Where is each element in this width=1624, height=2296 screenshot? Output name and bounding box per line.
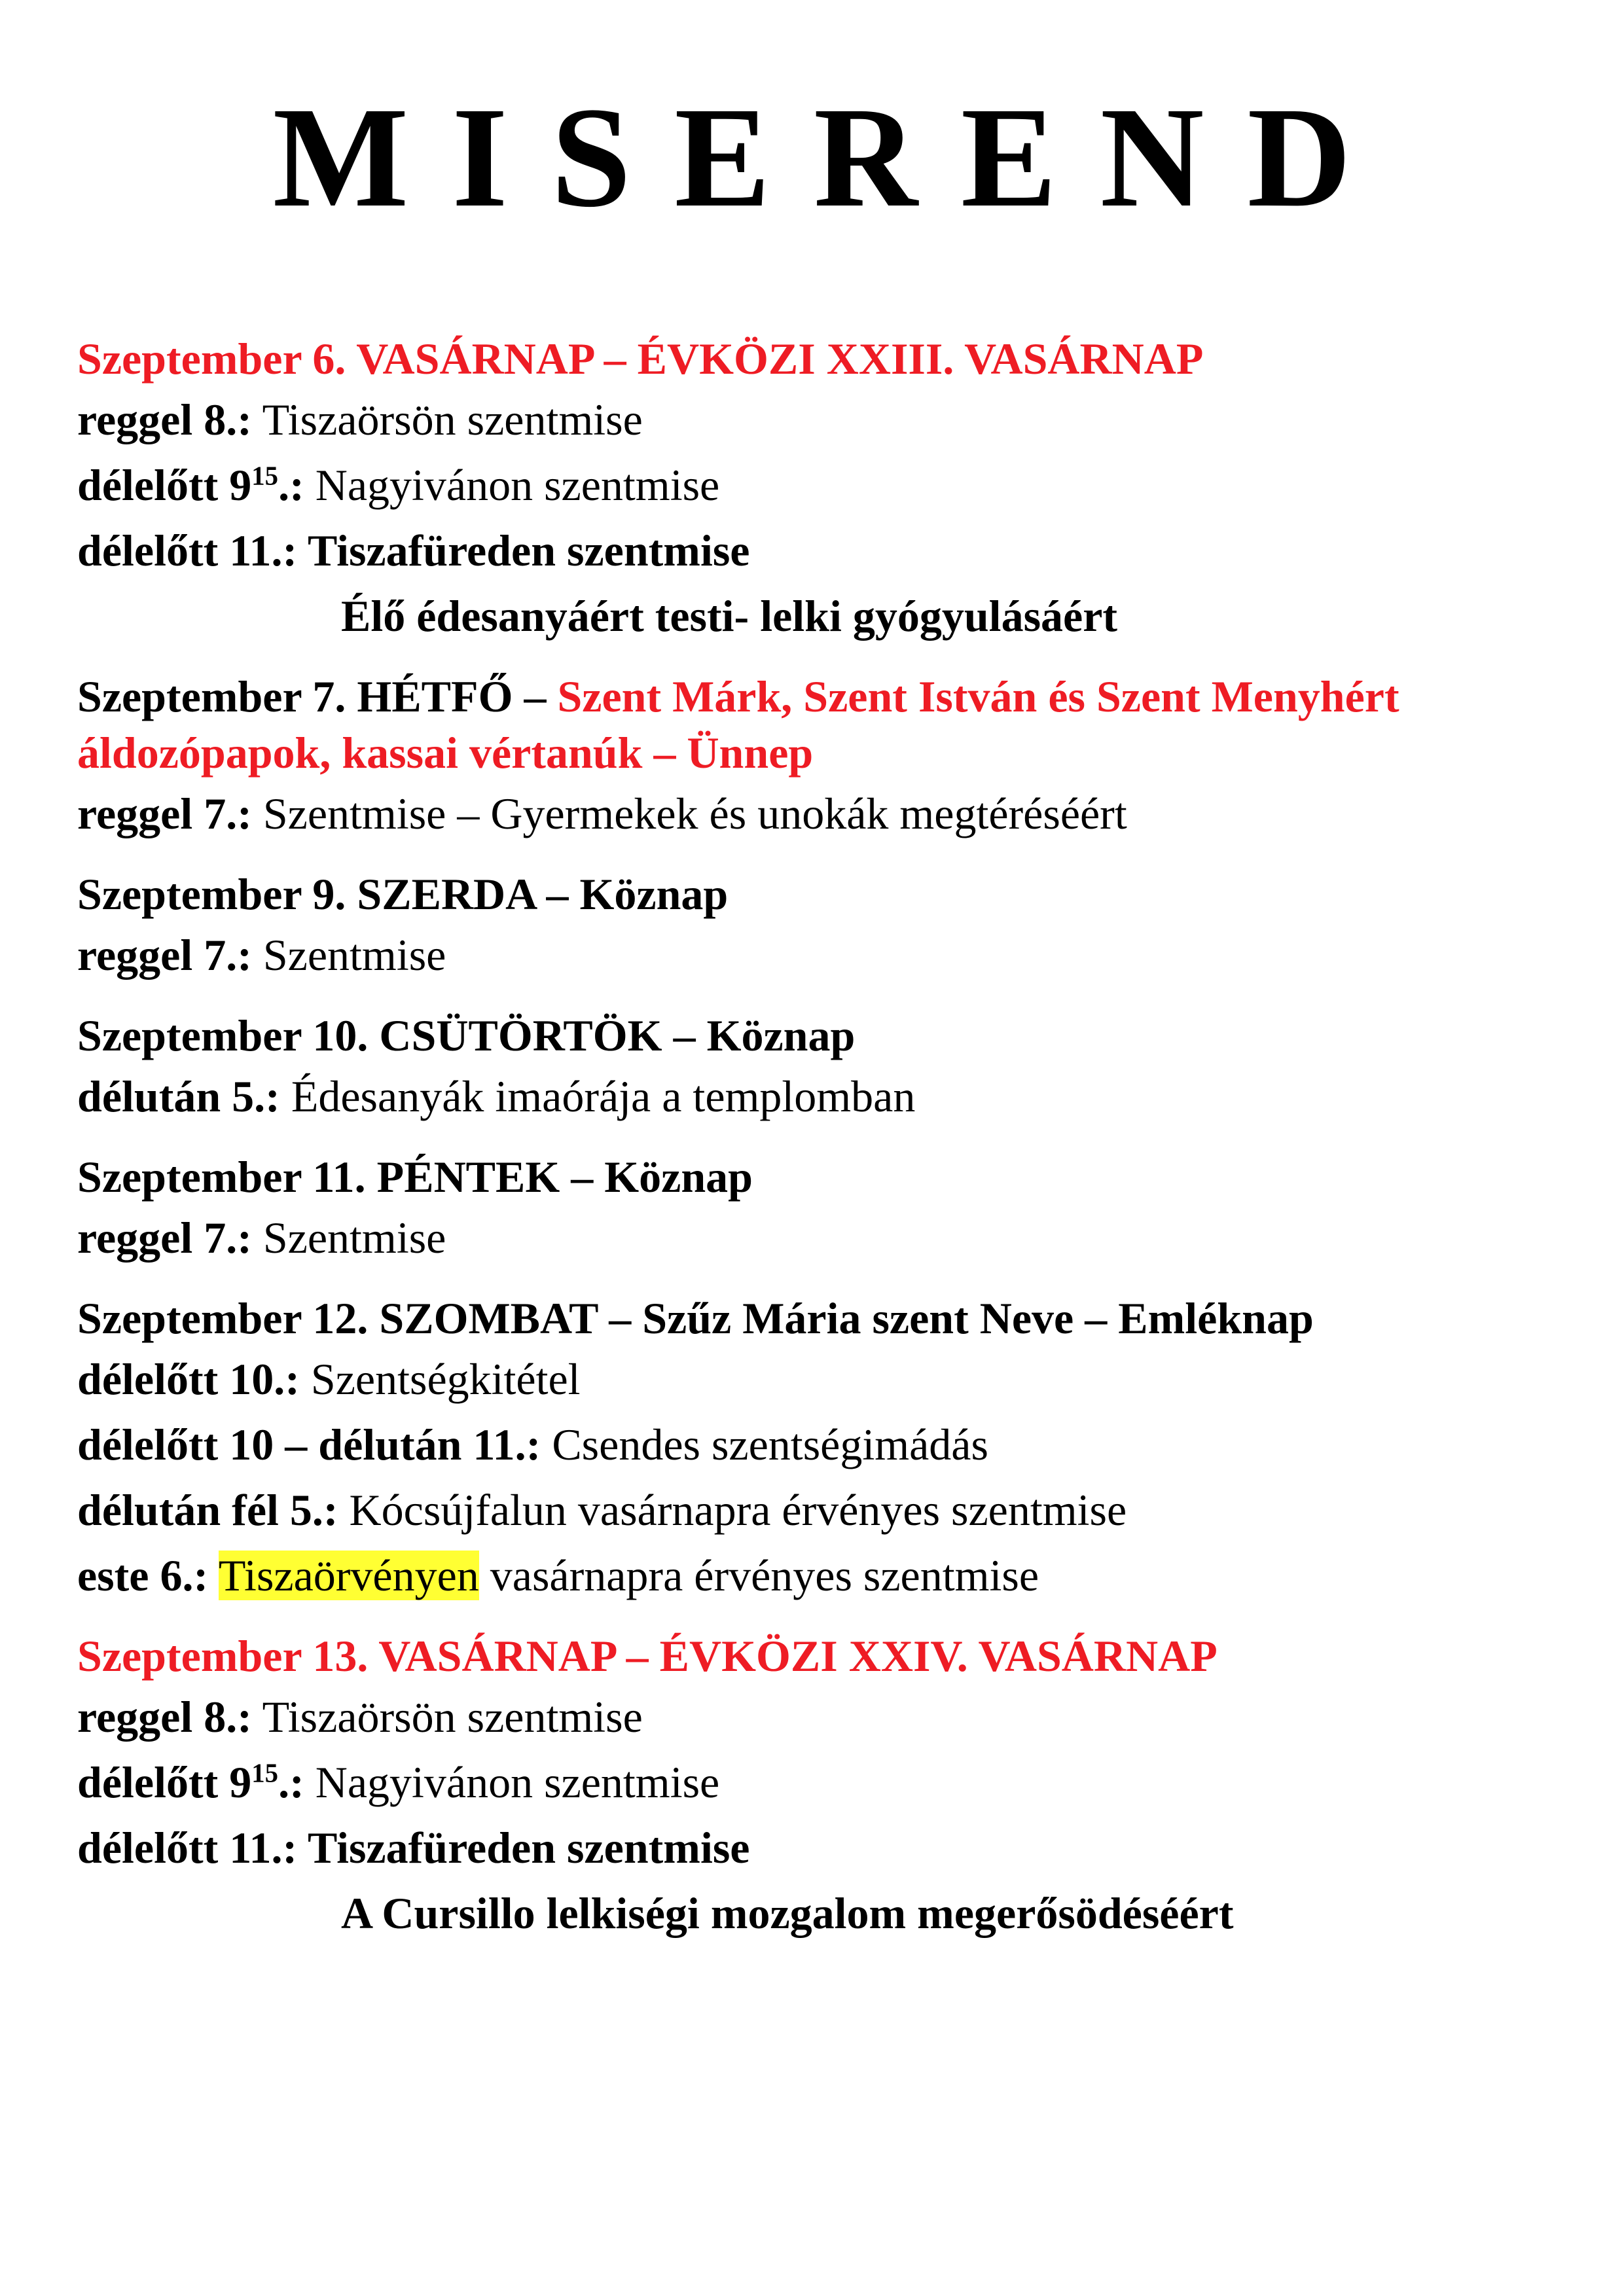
day-heading	[77, 668, 1557, 725]
page-title: MISEREND	[272, 77, 1395, 237]
entry-text: Szentmise	[262, 1213, 446, 1263]
entry-time: délelőtt 10 – délután 11.:	[77, 1420, 541, 1469]
day-section-sep-6	[77, 331, 1557, 649]
entry-time-suffix: .:	[278, 1757, 304, 1807]
day-heading: Szeptember 6. VASÁRNAP – ÉVKÖZI XXIII. VASÁRNAP	[77, 334, 1204, 384]
entry-time-hour: délelőtt 9	[77, 1757, 252, 1807]
schedule-entry	[77, 1412, 1557, 1477]
mass-intention: Élő édesanyáért testi- lelki gyógyulásáért	[341, 591, 1118, 641]
mass-intention: A Cursillo lelkiségi mozgalom megerősödéséért	[341, 1888, 1234, 1938]
mass-schedule	[77, 331, 1557, 1965]
entry-text: Nagyivánon szentmise	[315, 1757, 720, 1807]
entry-time-minutes: 15	[251, 1758, 279, 1788]
entry-text: Tiszafüreden szentmise	[307, 526, 750, 575]
schedule-entry	[77, 1477, 1557, 1543]
entry-text: Édesanyák imaórája a templomban	[291, 1071, 916, 1121]
day-section-sep-9	[77, 866, 1557, 988]
entry-time-suffix: .:	[278, 460, 304, 510]
schedule-entry	[77, 452, 1557, 518]
entry-text: Kócsújfalun vasárnapra érvényes szentmise	[349, 1485, 1127, 1535]
schedule-entry	[77, 1749, 1557, 1815]
day-heading: Szeptember 13. VASÁRNAP – ÉVKÖZI XXIV. VASÁRNAP	[77, 1631, 1218, 1681]
entry-time: délután 5.:	[77, 1071, 280, 1121]
day-heading-day: Szeptember 7. HÉTFŐ –	[77, 672, 558, 721]
day-section-sep-12	[77, 1290, 1557, 1608]
entry-time	[77, 1757, 304, 1807]
day-heading: Szeptember 12. SZOMBAT – Szűz Mária szent Neve – Emléknap	[77, 1293, 1314, 1343]
entry-text: Nagyivánon szentmise	[315, 460, 720, 510]
schedule-entry	[77, 1815, 1557, 1880]
day-heading: Szeptember 9. SZERDA – Köznap	[77, 869, 729, 919]
entry-text: Tiszaörsön szentmise	[262, 395, 643, 444]
entry-time: reggel 8.:	[77, 1692, 252, 1742]
entry-time: reggel 7.:	[77, 789, 252, 838]
entry-text: Szentségkitétel	[310, 1354, 581, 1404]
entry-time: délelőtt 10.:	[77, 1354, 300, 1404]
schedule-entry	[77, 781, 1557, 846]
entry-text: Csendes szentségimádás	[552, 1420, 988, 1469]
schedule-entry	[77, 387, 1557, 452]
schedule-entry	[77, 1064, 1557, 1129]
day-section-sep-13	[77, 1628, 1557, 1946]
entry-text: Tiszaörsön szentmise	[262, 1692, 643, 1742]
day-heading-feast: Szent Márk, Szent István és Szent Menyhért	[557, 672, 1399, 721]
highlighted-location: Tiszaörvényen	[218, 1551, 479, 1600]
day-heading: Szeptember 11. PÉNTEK – Köznap	[77, 1152, 753, 1202]
entry-text: Szentmise – Gyermekek és unokák megtéréséért	[262, 789, 1127, 838]
entry-time: délelőtt 11.:	[77, 1823, 298, 1873]
entry-text: Tiszafüreden szentmise	[307, 1823, 750, 1873]
entry-text: vasárnapra érvényes szentmise	[490, 1551, 1039, 1600]
entry-time: délután fél 5.:	[77, 1485, 338, 1535]
schedule-entry	[77, 518, 1557, 583]
entry-time	[77, 460, 304, 510]
day-heading-feast-continued: áldozópapok, kassai vértanúk – Ünnep	[77, 728, 814, 778]
entry-time: reggel 7.:	[77, 930, 252, 980]
entry-time: délelőtt 11.:	[77, 526, 298, 575]
day-section-sep-10	[77, 1007, 1557, 1129]
entry-text: Szentmise	[262, 930, 446, 980]
entry-time-hour: délelőtt 9	[77, 460, 252, 510]
schedule-entry	[77, 1346, 1557, 1412]
schedule-entry	[77, 1684, 1557, 1749]
entry-time: reggel 7.:	[77, 1213, 252, 1263]
day-heading: Szeptember 10. CSÜTÖRTÖK – Köznap	[77, 1011, 856, 1060]
entry-time: reggel 8.:	[77, 395, 252, 444]
day-section-sep-11	[77, 1149, 1557, 1270]
schedule-entry	[77, 1543, 1557, 1608]
day-section-sep-7	[77, 668, 1557, 846]
schedule-entry	[77, 922, 1557, 988]
entry-time: este 6.:	[77, 1551, 209, 1600]
entry-time-minutes: 15	[251, 461, 279, 491]
schedule-entry	[77, 1205, 1557, 1270]
